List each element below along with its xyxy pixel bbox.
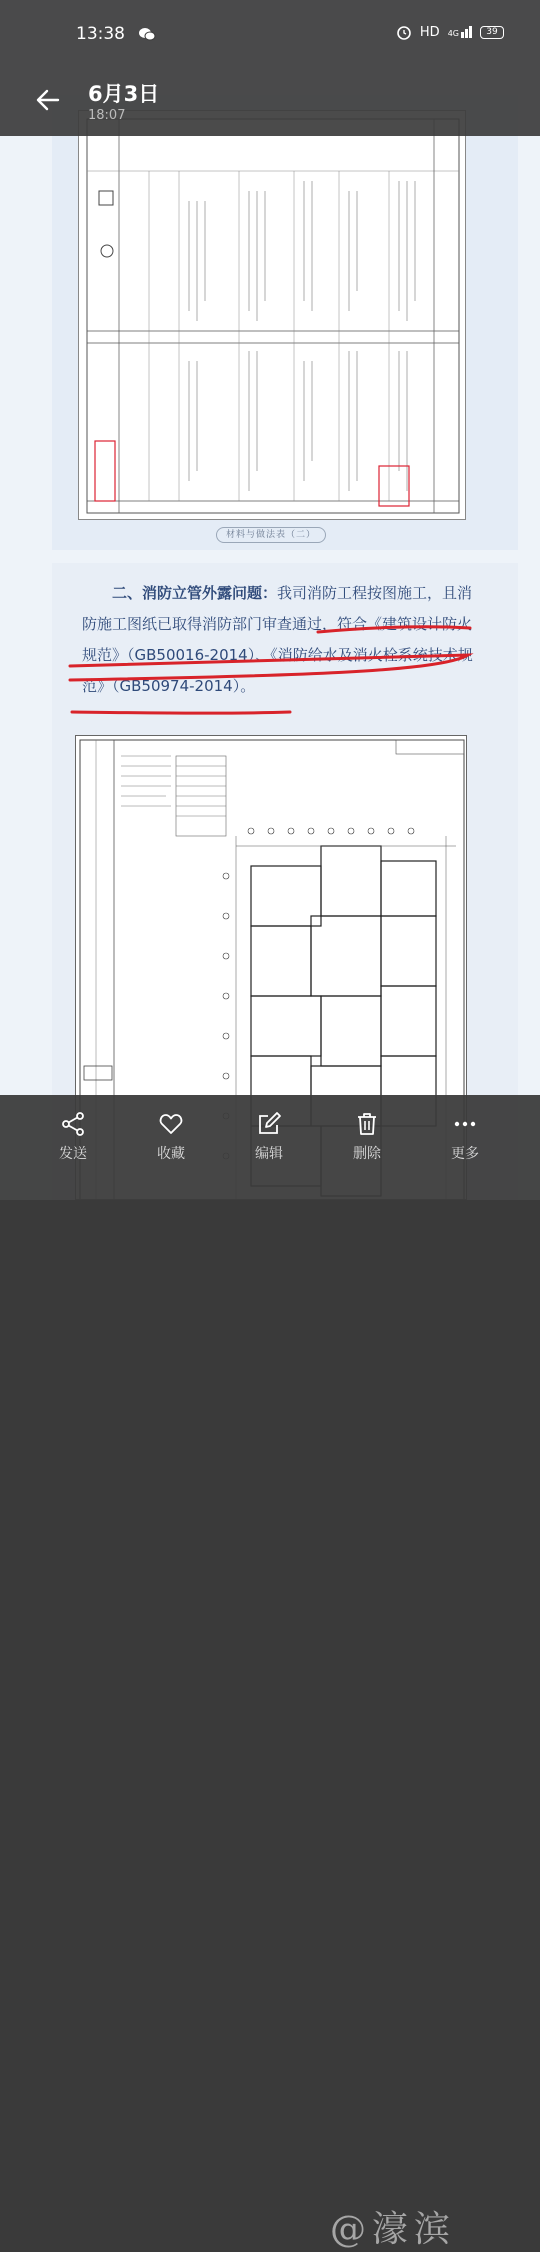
status-bar <box>0 0 540 70</box>
delete-label: 删除 <box>353 1146 381 1162</box>
bottom-toolbar <box>0 1095 540 2250</box>
more-label: 更多 <box>451 1146 479 1162</box>
trash-icon <box>354 1111 380 1137</box>
edit-icon <box>256 1111 282 1137</box>
more-icon <box>452 1111 478 1137</box>
status-icons <box>396 24 504 40</box>
more-button[interactable] <box>435 1111 495 1163</box>
back-arrow-icon[interactable] <box>34 86 62 114</box>
alarm-icon <box>396 24 412 40</box>
viewer-header <box>0 70 540 136</box>
drawing-caption: 材料与做法表（二） <box>216 527 326 543</box>
heart-icon <box>158 1111 184 1137</box>
status-time: 13:38 <box>76 24 125 44</box>
send-label: 发送 <box>59 1146 87 1162</box>
favorite-label: 收藏 <box>157 1146 185 1162</box>
material-table-lines <box>79 111 466 520</box>
network-label: HD <box>419 24 440 40</box>
header-subtitle: 18:07 <box>88 108 126 123</box>
edit-button[interactable] <box>239 1111 299 1163</box>
signal-icon <box>448 26 472 38</box>
battery-indicator: 39 <box>480 26 504 39</box>
delete-button[interactable] <box>337 1111 397 1163</box>
edit-label: 编辑 <box>255 1146 283 1162</box>
paragraph-heading: 二、消防立管外露问题： <box>112 584 278 602</box>
send-button[interactable] <box>43 1111 103 1163</box>
signal-label: 4G <box>447 29 459 38</box>
favorite-button[interactable] <box>141 1111 201 1163</box>
paragraph-body: 我司消防工程按图施工，且消防施工图纸已取得消防部门审查通过，符合《建筑设计防火规范》（GB50016-2014）、《消防给水及消火栓系统技术规范》（GB50974-2014）。 <box>82 584 473 695</box>
share-icon <box>60 1111 86 1137</box>
red-underline-annotation <box>60 610 480 720</box>
material-table-drawing <box>78 110 466 520</box>
header-title: 6月3日 <box>88 82 160 106</box>
watermark-text: @濠滨 <box>330 2209 457 2250</box>
wechat-icon <box>138 27 156 41</box>
